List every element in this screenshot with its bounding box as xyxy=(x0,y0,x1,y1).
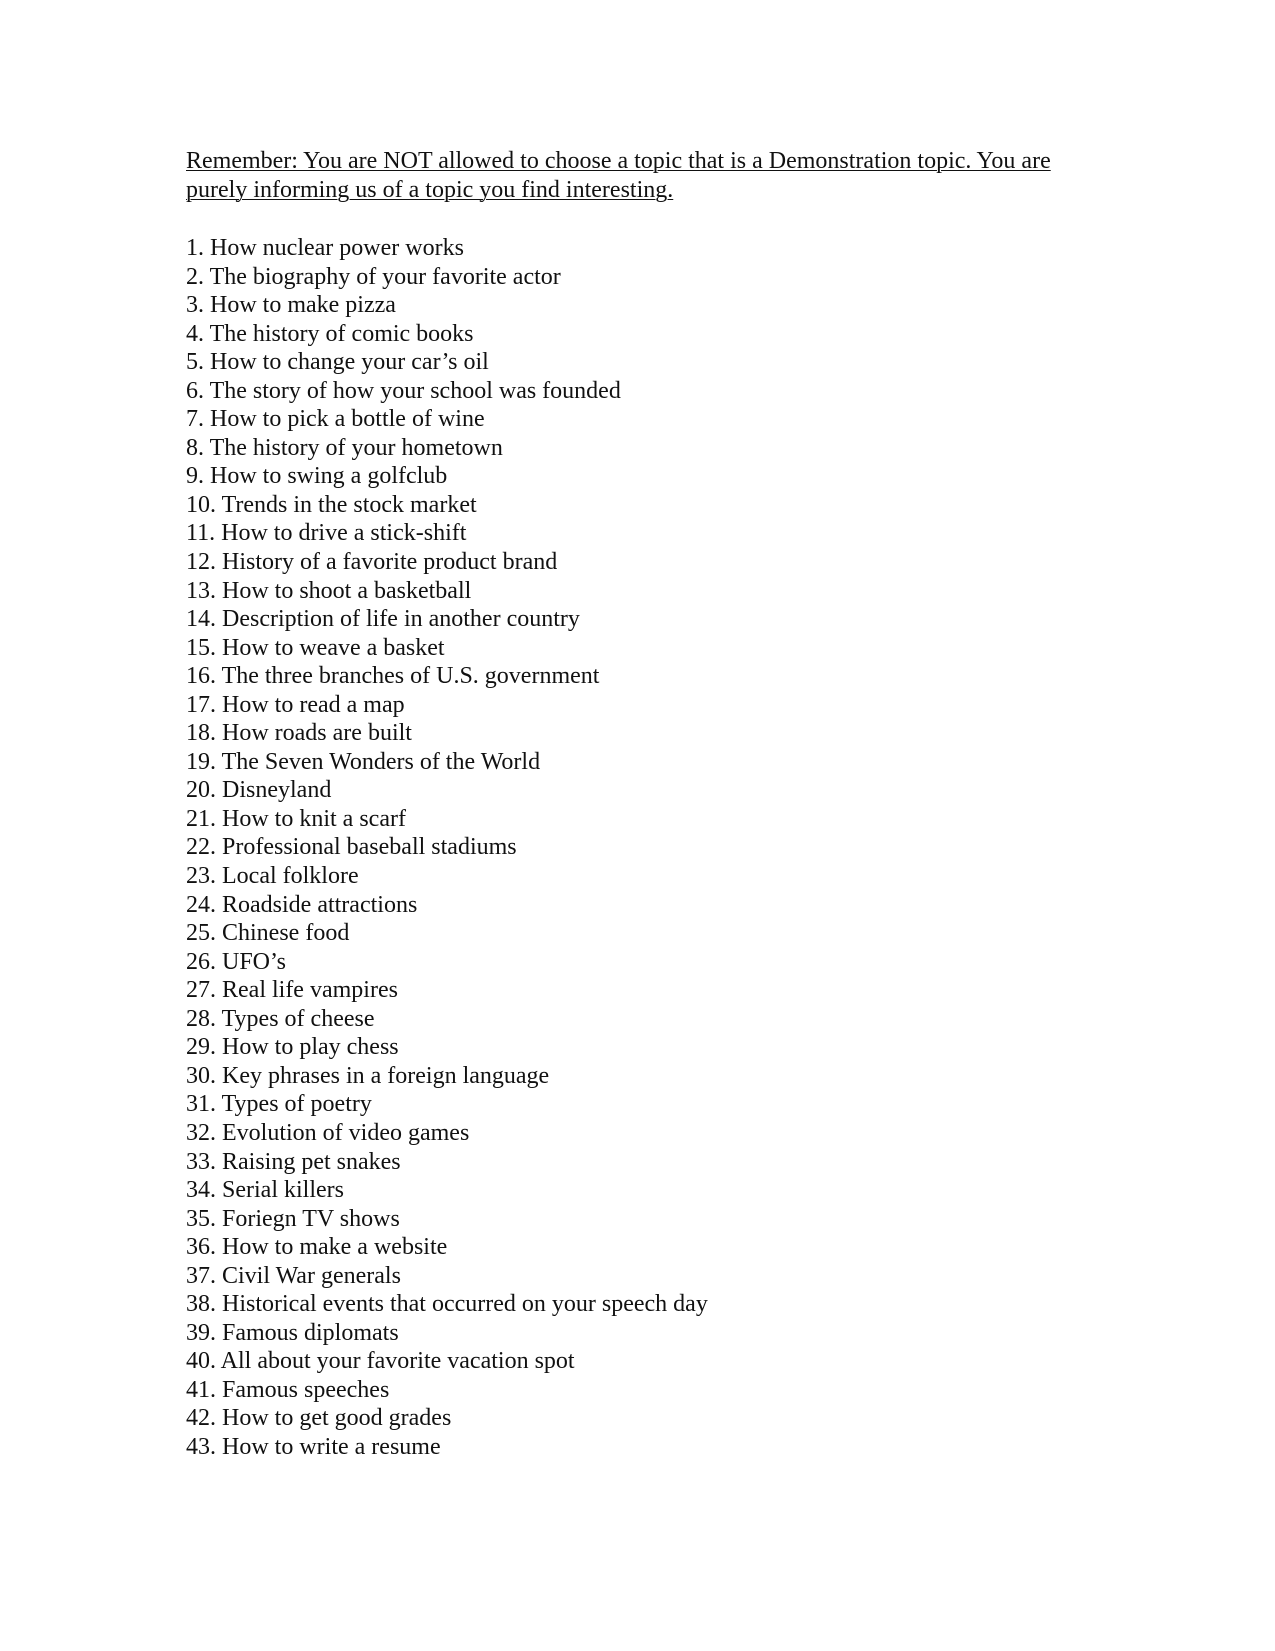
topic-item: 40. All about your favorite vacation spot xyxy=(186,1348,575,1375)
topic-item: 3. How to make pizza xyxy=(186,292,396,319)
topic-item: 36. How to make a website xyxy=(186,1234,448,1261)
topic-item: 33. Raising pet snakes xyxy=(186,1148,401,1175)
topic-item: 17. How to read a map xyxy=(186,691,405,718)
topic-item: 41. Famous speeches xyxy=(186,1376,390,1403)
topic-item: 2. The biography of your favorite actor xyxy=(186,263,561,290)
topic-item: 24. Roadside attractions xyxy=(186,891,418,918)
topic-item: 10. Trends in the stock market xyxy=(186,491,477,518)
topic-item: 38. Historical events that occurred on your speech day xyxy=(186,1291,708,1318)
topic-item: 5. How to change your car’s oil xyxy=(186,349,489,376)
topic-item: 13. How to shoot a basketball xyxy=(186,577,472,604)
topic-item: 23. Local folklore xyxy=(186,863,359,890)
topic-item: 12. History of a favorite product brand xyxy=(186,549,558,576)
topic-item: 42. How to get good grades xyxy=(186,1405,452,1432)
topic-item: 16. The three branches of U.S. government xyxy=(186,663,600,690)
topic-item: 1. How nuclear power works xyxy=(186,235,464,261)
topic-item: 29. How to play chess xyxy=(186,1034,399,1061)
topic-item: 25. Chinese food xyxy=(186,920,350,947)
topic-item: 26. UFO’s xyxy=(186,948,287,975)
topic-item: 7. How to pick a bottle of wine xyxy=(186,406,485,433)
topic-item: 35. Foriegn TV shows xyxy=(186,1205,400,1232)
reminder-note: Remember: You are NOT allowed to choose a topic that is a Demonstration topic. You are purely informing us of a topic you find interesting. xyxy=(186,148,1051,203)
topic-item: 6. The story of how your school was founded xyxy=(186,377,621,404)
topic-item: 27. Real life vampires xyxy=(186,977,398,1004)
topic-item: 39. Famous diplomats xyxy=(186,1319,399,1346)
topic-item: 14. Description of life in another country xyxy=(186,606,580,633)
topic-item: 43. How to write a resume xyxy=(186,1433,441,1460)
topic-item: 11. How to drive a stick-shift xyxy=(186,520,467,547)
topic-item: 30. Key phrases in a foreign language xyxy=(186,1062,550,1089)
topic-item: 37. Civil War generals xyxy=(186,1262,401,1289)
topic-item: 31. Types of poetry xyxy=(186,1091,372,1118)
topic-item: 21. How to knit a scarf xyxy=(186,805,406,832)
topic-item: 9. How to swing a golfclub xyxy=(186,463,448,490)
topic-item: 32. Evolution of video games xyxy=(186,1119,470,1146)
topic-item: 22. Professional baseball stadiums xyxy=(186,834,517,861)
topic-item: 15. How to weave a basket xyxy=(186,634,445,661)
topic-item: 34. Serial killers xyxy=(186,1177,344,1204)
topic-item: 8. The history of your hometown xyxy=(186,434,503,461)
topic-list xyxy=(186,234,1086,1462)
topic-item: 20. Disneyland xyxy=(186,777,332,804)
topic-item: 19. The Seven Wonders of the World xyxy=(186,748,541,775)
topic-item: 4. The history of comic books xyxy=(186,320,474,347)
topic-item: 18. How roads are built xyxy=(186,720,412,747)
topic-item: 28. Types of cheese xyxy=(186,1005,375,1032)
